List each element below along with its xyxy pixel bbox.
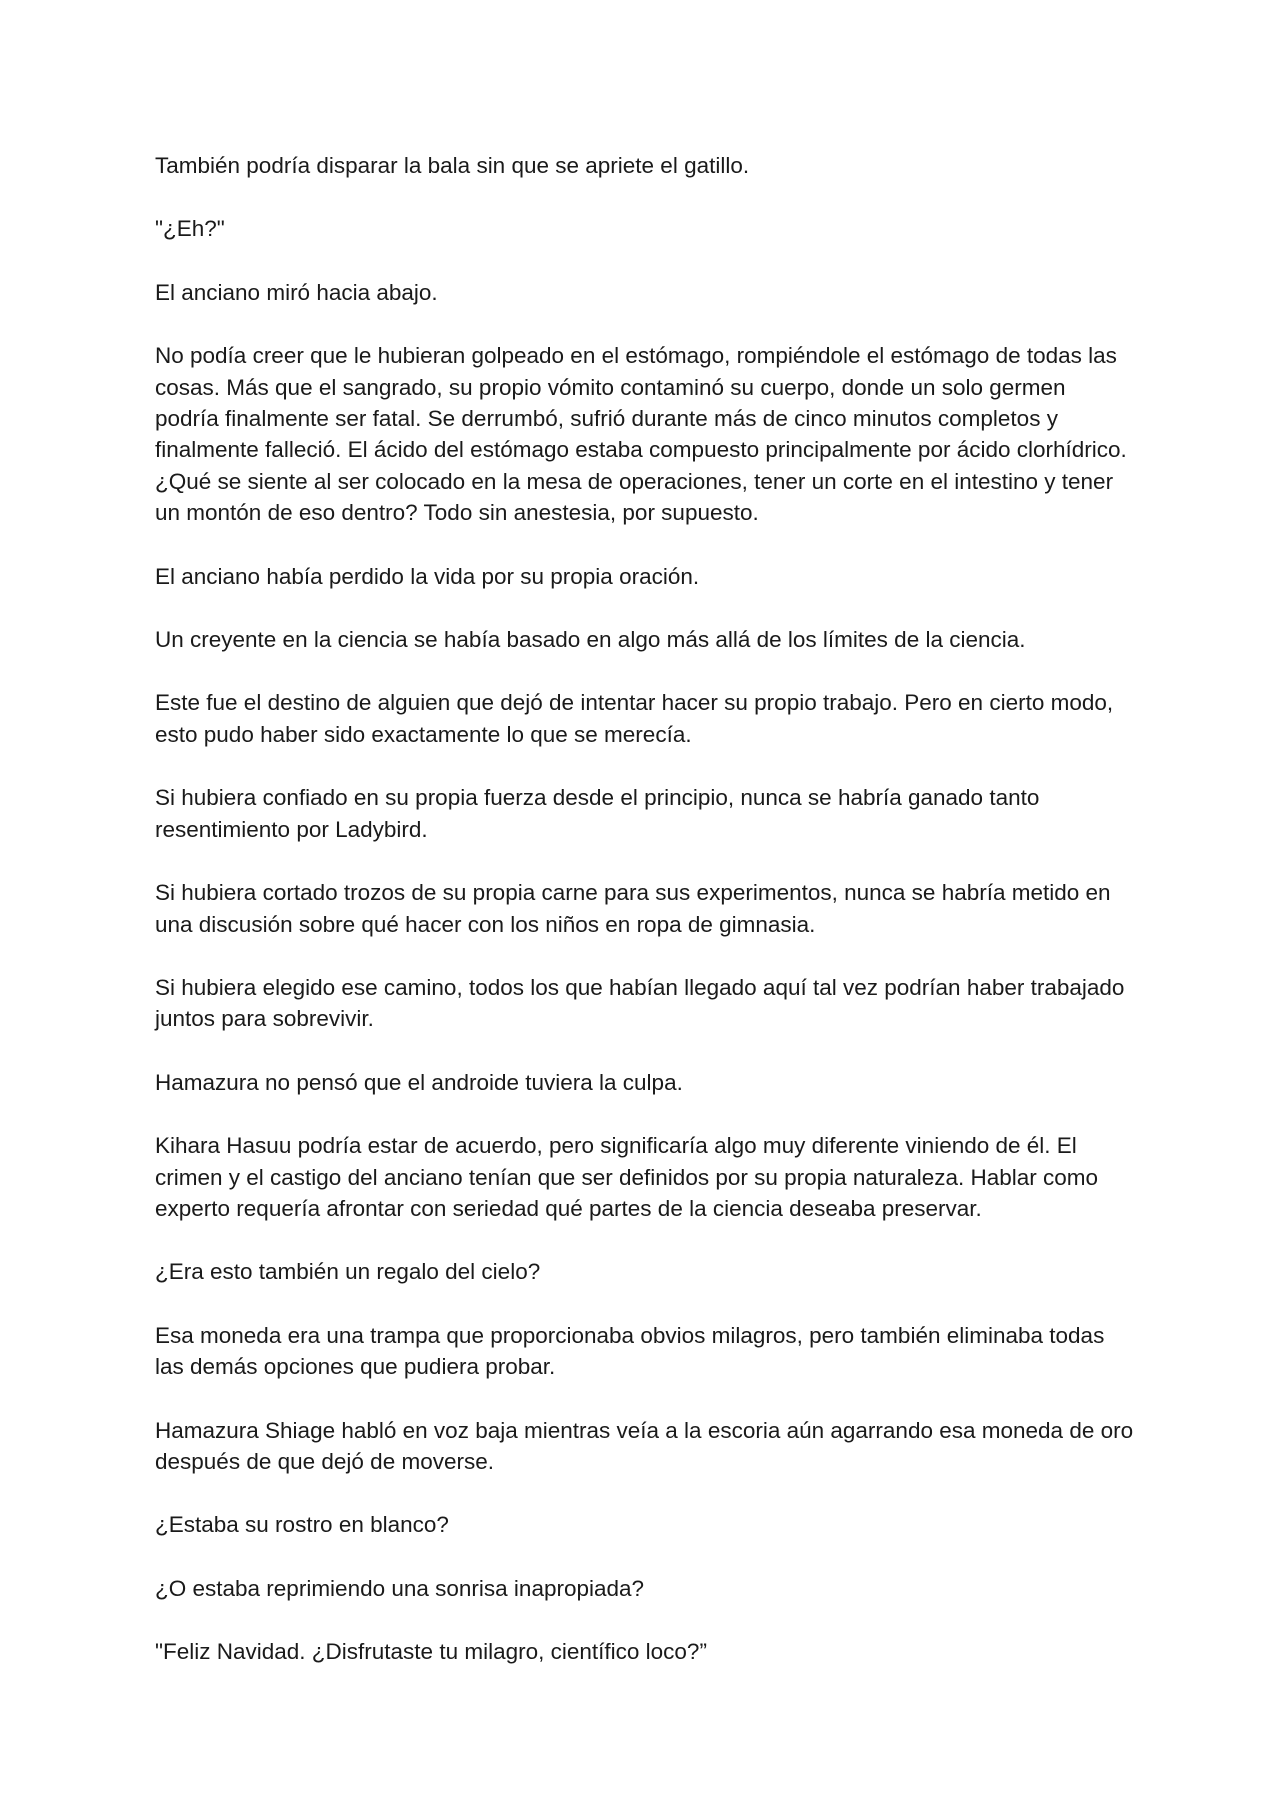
paragraph-5: El anciano había perdido la vida por su propia oración. bbox=[155, 563, 700, 589]
paragraph-14: Esa moneda era una trampa que proporcionaba obvios milagros, pero también eliminaba todas las demás opciones que pudiera probar. bbox=[155, 1322, 1105, 1380]
paragraph-10: Si hubiera elegido ese camino, todos los que habían llegado aquí tal vez podrían haber trabajado juntos para sobrevivir. bbox=[155, 974, 1125, 1032]
paragraph-4: No podía creer que le hubieran golpeado en el estómago, rompiéndole el estómago de todas las cosas. Más que el sangrado, su propio vómito contaminó su cuerpo, donde un solo germen podría finalmente ser fatal. Se derrumbó, sufrió durante más de cinco minutos completos y finalmente falleció. El ácido del estómago estaba compuesto principalmente por ácido clorhídrico. ¿Qué se siente al ser colocado en la mesa de operaciones, tener un corte en el intestino y tener un montón de eso dentro? Todo sin anestesia, por supuesto. bbox=[155, 343, 1127, 526]
paragraph-3: El anciano miró hacia abajo. bbox=[155, 279, 438, 305]
paragraph-9: Si hubiera cortado trozos de su propia carne para sus experimentos, nunca se habría metido en una discusión sobre qué hacer con los niños en ropa de gimnasia. bbox=[155, 880, 1111, 937]
paragraph-13: ¿Era esto también un regalo del cielo? bbox=[155, 1259, 541, 1285]
paragraph-8: Si hubiera confiado en su propia fuerza desde el principio, nunca se habría ganado tanto resentimiento por Ladybird. bbox=[155, 785, 1040, 842]
paragraph-18: "Feliz Navidad. ¿Disfrutaste tu milagro, científico loco?” bbox=[155, 1639, 707, 1665]
paragraph-12: Kihara Hasuu podría estar de acuerdo, pero significaría algo muy diferente viniendo de él. El crimen y el castigo del anciano tenían que ser definidos por su propia naturaleza. Hablar como experto requería afrontar con seriedad qué partes de la ciencia deseaba preservar. bbox=[155, 1133, 1099, 1221]
paragraph-2: "¿Eh?" bbox=[155, 216, 225, 242]
paragraph-17: ¿O estaba reprimiendo una sonrisa inapropiada? bbox=[155, 1575, 645, 1601]
paragraph-16: ¿Estaba su rostro en blanco? bbox=[155, 1512, 449, 1538]
paragraph-1: También podría disparar la bala sin que se apriete el gatillo. bbox=[155, 153, 750, 178]
paragraph-7: Este fue el destino de alguien que dejó de intentar hacer su propio trabajo. Pero en cierto modo, esto pudo haber sido exactamente lo que se merecía. bbox=[155, 690, 1114, 747]
paragraph-15: Hamazura Shiage habló en voz baja mientras veía a la escoria aún agarrando esa moneda de oro después de que dejó de moverse. bbox=[155, 1417, 1134, 1474]
paragraph-6: Un creyente en la ciencia se había basado en algo más allá de los límites de la ciencia. bbox=[155, 627, 1026, 653]
document-body bbox=[155, 150, 1135, 1700]
paragraph-11: Hamazura no pensó que el androide tuviera la culpa. bbox=[155, 1069, 683, 1095]
